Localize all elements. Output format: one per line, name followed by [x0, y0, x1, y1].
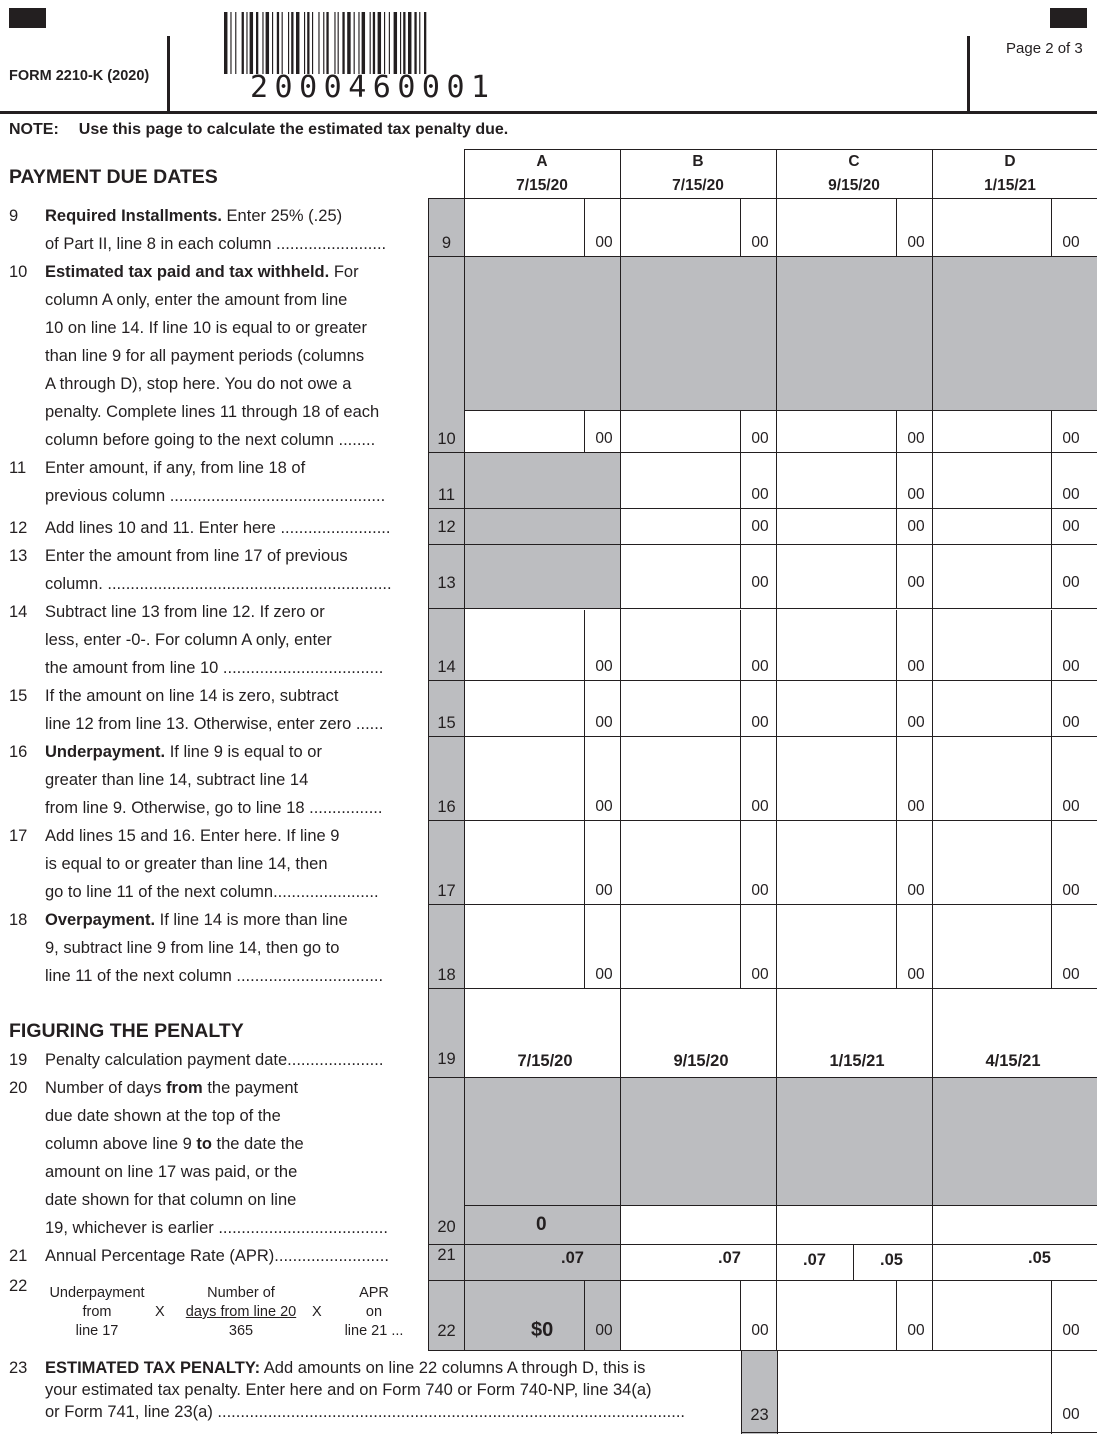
header-divider-left [167, 36, 170, 112]
line-number: 11 [9, 459, 27, 477]
line-text-part: For [329, 263, 359, 281]
line-bold: to [196, 1135, 212, 1153]
cents-marker: 00 [751, 966, 769, 983]
barcode-bar [326, 12, 328, 74]
line-text: A through D), stop here. You do not owe a [45, 375, 352, 393]
grid-line [776, 149, 777, 1350]
barcode-bar [288, 12, 289, 74]
fraction-text: 365 [228, 1323, 254, 1339]
fraction-underpayment [42, 1284, 152, 1341]
barcode-bar [224, 12, 227, 74]
barcode-bar [378, 12, 381, 74]
registration-mark-left [9, 8, 46, 28]
cents-marker: 00 [751, 486, 769, 503]
barcode-bar [362, 12, 365, 74]
barcode-bar [347, 12, 350, 74]
line-text-part: the date the [216, 1135, 304, 1153]
column-due-date: 7/15/20 [672, 177, 724, 194]
barcode-bar [291, 12, 293, 74]
line-text: line 12 from line 13. Otherwise, enter zero ...... [45, 715, 384, 733]
fraction-text: Number of [207, 1285, 275, 1301]
barcode-bar [419, 12, 420, 74]
barcode-bar [394, 12, 397, 74]
line-text: Enter the amount from line 17 of previous [45, 547, 348, 565]
line-bold: Required Installments. [45, 207, 222, 225]
cents-marker: 00 [595, 1322, 613, 1339]
cents-marker: 00 [595, 714, 613, 731]
cents-marker: 00 [907, 518, 925, 535]
line-text-part: Enter 25% (.25) [221, 207, 343, 225]
barcode-bar [307, 12, 309, 74]
line-marker-16: 16 [437, 798, 456, 816]
line-text: date shown for that column on line [45, 1191, 297, 1209]
line-text [45, 258, 359, 286]
column-due-date: 1/15/21 [984, 177, 1036, 194]
grid-line [428, 1244, 1097, 1245]
line-text: Add lines 15 and 16. Enter here. If line 9 [45, 827, 340, 845]
grid-line [428, 256, 1097, 257]
line-number: 20 [9, 1079, 28, 1097]
line-number: 18 [9, 911, 28, 929]
line-text: column before going to the next column ........ [45, 431, 376, 449]
line-text: penalty. Complete lines 11 through 18 of each [45, 403, 380, 421]
cents-marker: 00 [1062, 966, 1080, 983]
cents-marker: 00 [1062, 486, 1080, 503]
cents-marker: 00 [907, 234, 925, 251]
section-payment-due-dates: PAYMENT DUE DATES [9, 166, 218, 188]
line-marker-15: 15 [437, 714, 456, 732]
line-bold: ESTIMATED TAX PENALTY: [45, 1359, 261, 1377]
line-text: 10 on line 14. If line 10 is equal to or greater [45, 319, 367, 337]
note [9, 121, 508, 139]
cents-marker: 00 [595, 882, 613, 899]
barcode-number: 2000460001 [250, 70, 496, 105]
penalty-date-b: 9/15/20 [673, 1052, 729, 1070]
penalty-date-a: 7/15/20 [517, 1052, 573, 1070]
cents-marker: 00 [1062, 882, 1080, 899]
barcode-bar [318, 12, 319, 74]
apr-col-c-first: .07 [803, 1251, 826, 1269]
fraction-text: on [365, 1304, 383, 1320]
line-number: 21 [9, 1247, 28, 1265]
line-text: column A only, enter the amount from line [45, 291, 348, 309]
line-bold: from [166, 1079, 203, 1097]
line-marker-21: 21 [437, 1246, 456, 1264]
cents-marker: 00 [595, 234, 613, 251]
barcode-bar [358, 12, 359, 74]
line-text-part: If line 9 is equal to or [165, 743, 322, 761]
barcode-bar [338, 12, 339, 74]
line-marker-13: 13 [437, 574, 456, 592]
barcode-bar [424, 12, 426, 74]
line-text: 9, subtract line 9 from line 14, then go to [45, 939, 340, 957]
barcode-bar [384, 12, 385, 74]
fraction-text: days from line 20 [185, 1304, 297, 1320]
line-text [45, 1130, 304, 1158]
lines-11-13-col-a-shade [464, 452, 620, 608]
barcode-bar [262, 12, 263, 74]
line-number: 10 [9, 263, 28, 281]
grid-line [428, 820, 1097, 821]
cents-marker: 00 [1062, 518, 1080, 535]
barcode-bar [408, 12, 411, 74]
line-text: 19, whichever is earlier ..................................... [45, 1219, 388, 1237]
cents-marker: 00 [1062, 658, 1080, 675]
form-title: FORM 2210-K (2020) [9, 68, 150, 84]
fraction-days [178, 1284, 304, 1341]
cents-marker: 00 [1062, 1322, 1080, 1339]
column-letter: B [692, 153, 704, 170]
line-marker-10: 10 [437, 430, 456, 448]
cents-marker: 00 [751, 798, 769, 815]
line-marker-14: 14 [437, 658, 456, 676]
barcode-bar [296, 12, 299, 74]
cents-marker: 00 [1062, 234, 1080, 251]
line-20-col-a-value: 0 [536, 1214, 547, 1235]
cents-marker: 00 [907, 966, 925, 983]
fraction-text: line 17 [75, 1323, 119, 1339]
line-text: amount on line 17 was paid, or the [45, 1163, 298, 1181]
barcode-bar [373, 12, 375, 74]
line-text: less, enter -0-. For column A only, enter [45, 631, 332, 649]
barcode-bar [354, 12, 355, 74]
line-bold: Overpayment. [45, 911, 156, 929]
grid-line [428, 1280, 1097, 1281]
cents-marker-line-23: 00 [1062, 1406, 1080, 1423]
grid-line [853, 1244, 854, 1280]
line-text: Annual Percentage Rate (APR)......................... [45, 1247, 389, 1265]
column-c-header [777, 150, 931, 198]
cents-marker: 00 [907, 1322, 925, 1339]
cents-marker: 00 [595, 798, 613, 815]
barcode-bar [277, 12, 279, 74]
registration-mark-right [1050, 8, 1087, 28]
column-d-header [933, 150, 1087, 198]
line-text: of Part II, line 8 in each column ........................ [45, 235, 387, 253]
column-letter: C [848, 153, 860, 170]
barcode-bar [342, 12, 344, 74]
line-text: Subtract line 13 from line 12. If zero or [45, 603, 325, 621]
line-text: your estimated tax penalty. Enter here and on Form 740 or Form 740-NP, line 34(a) [45, 1381, 652, 1399]
fraction-apr [338, 1284, 410, 1341]
barcode-bar [334, 12, 335, 74]
line-20-shaded-block [464, 1077, 1097, 1205]
line-text: or Form 741, line 23(a) ...................................................................................................... [45, 1403, 685, 1421]
cents-marker: 00 [907, 486, 925, 503]
cents-marker: 00 [1062, 714, 1080, 731]
barcode-bar [235, 12, 236, 74]
note-label: NOTE: [9, 121, 59, 138]
column-letter: D [1004, 153, 1016, 170]
line-text [45, 202, 342, 230]
line-marker-23: 23 [750, 1406, 769, 1424]
barcode-bar [266, 12, 269, 74]
grid-line [464, 410, 1097, 411]
line-text-part: Add amounts on line 22 columns A through D, this is [260, 1359, 646, 1377]
line-marker-19: 19 [437, 1050, 456, 1068]
grid-line [428, 736, 1097, 737]
cents-marker: 00 [751, 518, 769, 535]
line-number: 13 [9, 547, 28, 565]
penalty-date-c: 1/15/21 [829, 1052, 885, 1070]
line-text: column. .............................................................. [45, 575, 392, 593]
line-text: from line 9. Otherwise, go to line 18 ................ [45, 799, 383, 817]
line-text: go to line 11 of the next column....................... [45, 883, 379, 901]
line-marker-17: 17 [437, 882, 456, 900]
grid-line [932, 149, 933, 1350]
line-text: greater than line 14, subtract line 14 [45, 771, 309, 789]
page-label: Page 2 of 3 [1006, 40, 1083, 57]
barcode-bar [246, 12, 247, 74]
line-text-part: column above line 9 [45, 1135, 197, 1153]
barcode [224, 12, 510, 74]
line-22-col-a-value: $0 [531, 1319, 554, 1341]
barcode-bar [403, 12, 405, 74]
line-number: 14 [9, 603, 28, 621]
cents-marker: 00 [907, 882, 925, 899]
line-text: Add lines 10 and 11. Enter here ........................ [45, 519, 391, 537]
barcode-bar [389, 12, 390, 74]
cents-marker: 00 [595, 430, 613, 447]
line-text: previous column ............................................... [45, 487, 386, 505]
grid-line [428, 452, 1097, 453]
cents-marker: 00 [595, 966, 613, 983]
line-text [45, 1074, 298, 1102]
line-text-part: Number of days [45, 1079, 167, 1097]
cents-marker: 00 [907, 430, 925, 447]
cents-marker: 00 [751, 574, 769, 591]
line-text: due date shown at the top of the [45, 1107, 281, 1125]
grid-line [428, 1350, 1097, 1351]
grid-line [620, 149, 621, 1350]
fraction-text: from [82, 1304, 112, 1320]
line-text: If the amount on line 14 is zero, subtract [45, 687, 339, 705]
grid-line [741, 1432, 1097, 1433]
line-number: 16 [9, 743, 28, 761]
cents-marker: 00 [751, 430, 769, 447]
line-number-column-shade [428, 198, 464, 1350]
grid-line [428, 544, 1097, 545]
apr-col-a: .07 [561, 1249, 584, 1267]
line-number: 17 [9, 827, 28, 845]
line-number: 19 [9, 1051, 28, 1069]
line-text: than line 9 for all payment periods (columns [45, 347, 365, 365]
grid-line [428, 198, 429, 1350]
grid-line [428, 198, 1097, 199]
grid-line [428, 904, 1097, 905]
apr-col-c-second: .05 [880, 1251, 903, 1269]
line-marker-9: 9 [441, 234, 452, 252]
line-text [45, 906, 348, 934]
barcode-bar [282, 12, 283, 74]
cents-marker: 00 [907, 798, 925, 815]
cents-marker: 00 [907, 714, 925, 731]
barcode-bar [242, 12, 244, 74]
column-a-header [465, 150, 619, 198]
barcode-bar [230, 12, 231, 74]
header-divider-right [967, 36, 970, 112]
grid-line [428, 508, 1097, 509]
line-number: 23 [9, 1359, 28, 1377]
line-marker-11: 11 [437, 486, 456, 504]
line-number: 12 [9, 519, 28, 537]
line-text: the amount from line 10 ................................... [45, 659, 384, 677]
line-text: Penalty calculation payment date..................... [45, 1051, 384, 1069]
line-bold: Estimated tax paid and tax withheld. [45, 263, 330, 281]
column-b-header [621, 150, 775, 198]
note-text: Use this page to calculate the estimated tax penalty due. [78, 121, 509, 138]
cents-marker: 00 [1062, 430, 1080, 447]
barcode-bar [400, 12, 401, 74]
section-figuring-the-penalty: FIGURING THE PENALTY [9, 1020, 244, 1042]
fraction-text: APR [359, 1285, 389, 1301]
grid-line [428, 680, 1097, 681]
cents-marker: 00 [751, 1322, 769, 1339]
barcode-bar [250, 12, 253, 74]
line-text: line 11 of the next column ................................ [45, 967, 384, 985]
barcode-bar [312, 12, 313, 74]
line-text-part: If line 14 is more than line [155, 911, 348, 929]
grid-line [428, 1077, 1097, 1078]
barcode-bar [304, 12, 305, 74]
cents-marker: 00 [907, 658, 925, 675]
line-number: 9 [9, 207, 19, 225]
line-text-part: the payment [202, 1079, 299, 1097]
line-bold: Underpayment. [45, 743, 166, 761]
line-text: is equal to or greater than line 14, then [45, 855, 328, 873]
penalty-date-d: 4/15/21 [985, 1052, 1041, 1070]
cents-marker: 00 [751, 714, 769, 731]
header-rule [0, 111, 1097, 114]
barcode-bar [414, 12, 416, 74]
barcode-bar [256, 12, 258, 74]
cents-marker: 00 [1062, 798, 1080, 815]
barcode-bar [370, 12, 371, 74]
line-marker-18: 18 [437, 966, 456, 984]
line-number: 15 [9, 687, 28, 705]
line-marker-20: 20 [437, 1218, 456, 1236]
apr-col-d: .05 [1028, 1249, 1051, 1267]
line-number: 22 [9, 1277, 28, 1295]
cents-marker: 00 [1062, 574, 1080, 591]
fraction-text: line 21 ... [344, 1323, 404, 1339]
cents-marker: 00 [907, 574, 925, 591]
cents-marker: 00 [751, 658, 769, 675]
column-due-date: 9/15/20 [828, 177, 880, 194]
fraction-text: Underpayment [49, 1285, 145, 1301]
line-10-shaded-block [464, 256, 1097, 410]
multiply-sign: X [312, 1304, 322, 1320]
column-letter: A [536, 153, 548, 170]
barcode-bar [323, 12, 324, 74]
cents-marker: 00 [595, 658, 613, 675]
apr-col-b: .07 [718, 1249, 741, 1267]
grid-line [464, 149, 465, 1350]
line-text [45, 738, 322, 766]
column-due-date: 7/15/20 [516, 177, 568, 194]
line-marker-22: 22 [437, 1322, 456, 1340]
line-text: Enter amount, if any, from line 18 of [45, 459, 306, 477]
barcode-bar [272, 12, 273, 74]
grid-line [428, 608, 1097, 609]
grid-line [464, 1205, 1097, 1206]
line-marker-12: 12 [437, 518, 456, 536]
cents-marker: 00 [751, 882, 769, 899]
grid-line [428, 988, 1097, 989]
cents-marker: 00 [751, 234, 769, 251]
multiply-sign: X [155, 1304, 165, 1320]
